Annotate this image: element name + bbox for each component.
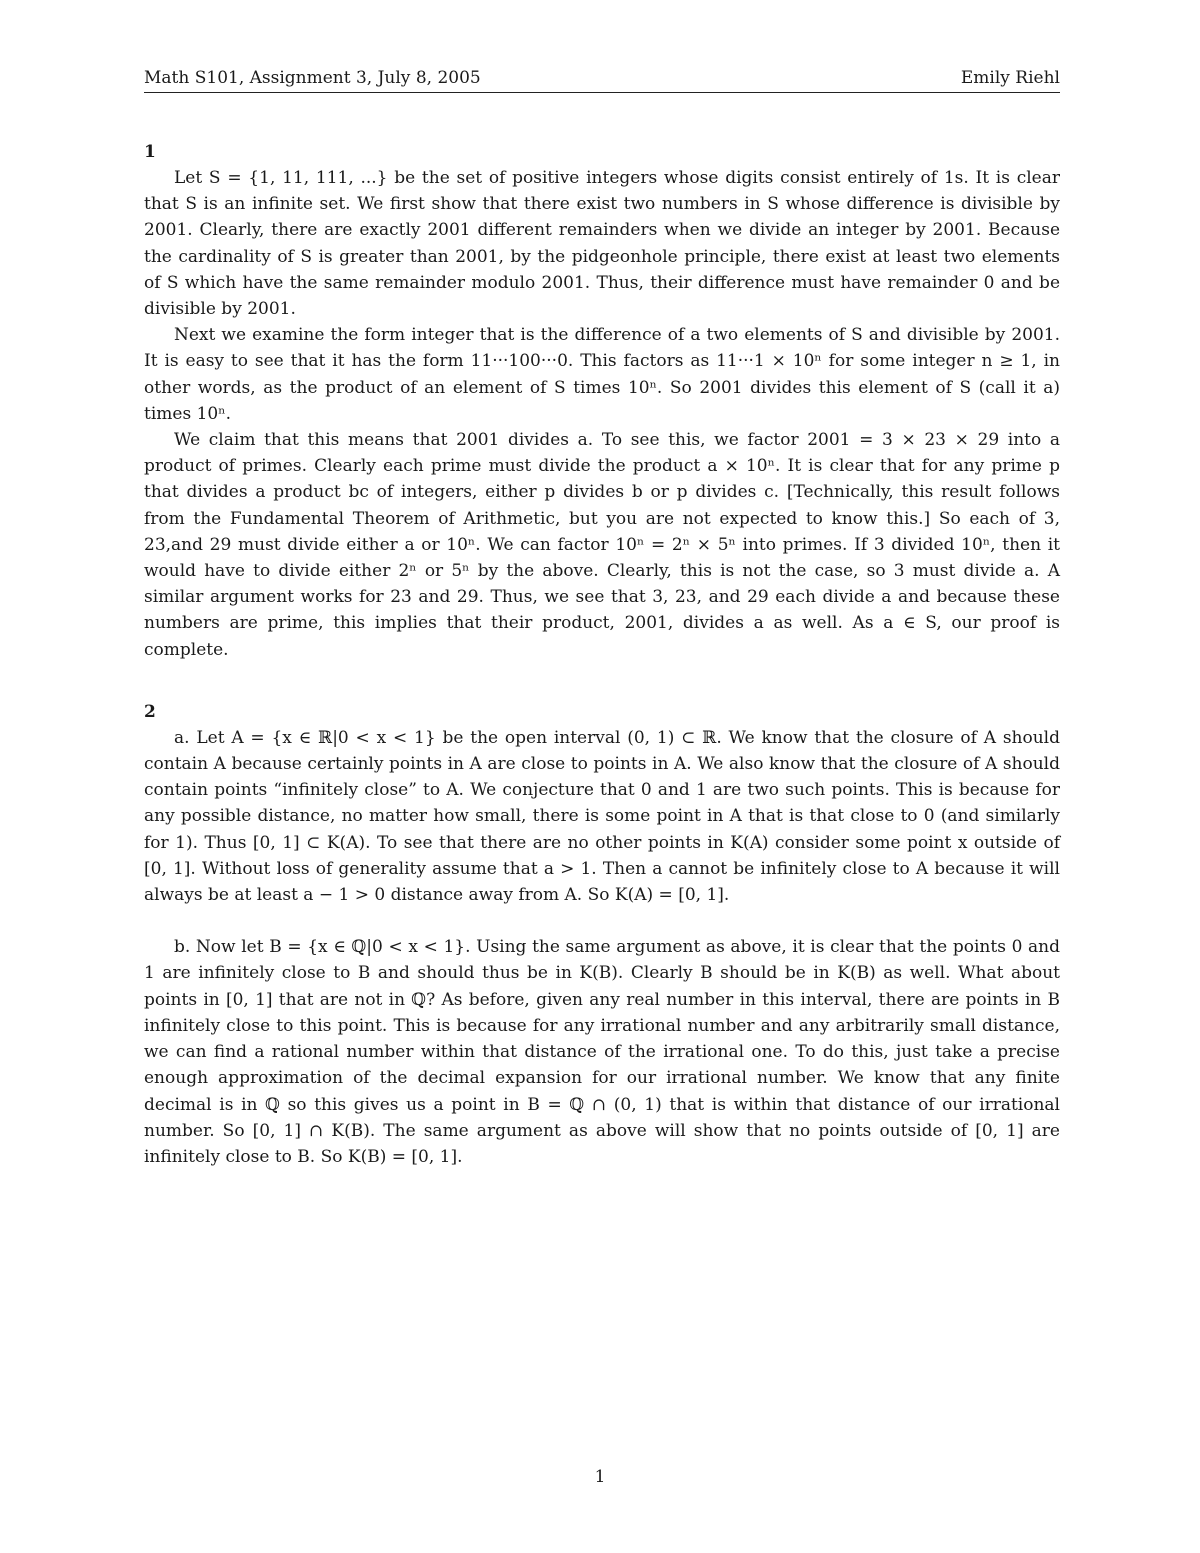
paragraph: Let S = {1, 11, 111, ...} be the set of positive integers whose digits consist entirely of 1s. It is clear that S is an infinite set. We first show that there exist two numbers in S whose difference is divisible by 2001. Clearly, there are exactly 2001 different remainders when we divide an integer by 2001. Because the cardinality of S is greater than 2001, by the pidgeonhole principle, there exist at least two elements of S which have the same remainder modulo 2001. Thus, their difference must have remainder 0 and be divisible by 2001.	[144, 168, 1060, 320]
paragraph: We claim that this means that 2001 divides a. To see this, we factor 2001 = 3 × 23 × 29 into a product of primes. Clearly each prime must divide the product a × 10ⁿ. It is clear that for any prime p that divides a product bc of integers, either p divides b or p divides c. [Technically, this result follows from the Fundamental Theorem of Arithmetic, but you are not expected to know this.] So each of 3, 23,and 29 must divide either a or 10ⁿ. We can factor 10ⁿ = 2ⁿ × 5ⁿ into primes. If 3 divided 10ⁿ, then it would have to divide either 2ⁿ or 5ⁿ by the above. Clearly, this is not the case, so 3 must divide a. A similar argument works for 23 and 29. Thus, we see that 3, 23, and 29 each divide a and because these numbers are prime, this implies that their product, 2001, divides a as well. As a ∈ S, our proof is complete.	[144, 430, 1060, 660]
paragraph-part-a: a. Let A = {x ∈ ℝ|0 < x < 1} be the open interval (0, 1) ⊂ ℝ. We know that the closure of A should contain A because certainly points in A are close to points in A. We also know that the closure of A should contain points “infinitely close” to A. We conjecture that 0 and 1 are two such points. This is because for any possible distance, no matter how small, there is some point in A that is that close to 0 (and similarly for 1). Thus [0, 1] ⊂ K(A). To see that there are no other points in K(A) consider some point x outside of [0, 1]. Without loss of generality assume that a > 1. Then a cannot be infinitely close to A because it will always be at least a − 1 > 0 distance away from A. So K(A) = [0, 1].	[144, 727, 1060, 906]
header-author: Emily Riehl	[960, 68, 1060, 88]
page-number: 1	[594, 1467, 606, 1487]
header-course-title: Math S101, Assignment 3, July 8, 2005	[144, 68, 481, 88]
paragraph: Next we examine the form integer that is the difference of a two elements of S and divisible by 2001. It is easy to see that it has the form 11···100···0. This factors as 11···1 × 10ⁿ for some integer n ≥ 1, in other words, as the product of an element of S times 10ⁿ. So 2001 divides this element of S (call it a) times 10ⁿ.	[144, 325, 1060, 424]
problem-1	[144, 139, 1060, 663]
paragraph-part-b: b. Now let B = {x ∈ ℚ|0 < x < 1}. Using the same argument as above, it is clear that the points 0 and 1 are infinitely close to B and should thus be in K(B). Clearly B should be in K(B) as well. What about points in [0, 1] that are not in ℚ? As before, given any real number in this interval, there are points in B infinitely close to this point. This is because for any irrational number and any arbitrarily small distance, we can find a rational number within that distance of the irrational one. To do this, just take a precise enough approximation of the decimal expansion for our irrational number. We know that any finite decimal is in ℚ so this gives us a point in B = ℚ ∩ (0, 1) that is within that distance of our irrational number. So [0, 1] ∩ K(B). The same argument as above will show that no points outside of [0, 1] are infinitely close to B. So K(B) = [0, 1].	[144, 937, 1060, 1167]
problem-number: 2	[144, 701, 156, 722]
problem-2	[144, 699, 1060, 1170]
page-body	[144, 68, 1060, 1170]
page-header	[144, 68, 1060, 93]
problem-number: 1	[144, 142, 156, 162]
